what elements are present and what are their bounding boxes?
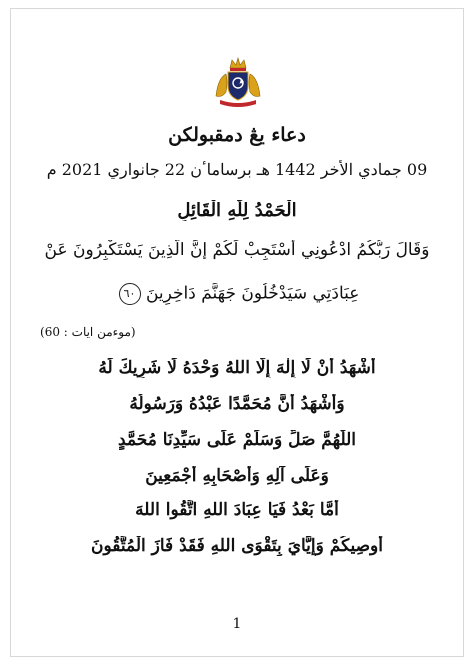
ayah-number-marker: ٦٠ <box>119 283 141 305</box>
verse-reference: (موءمن ايات : 60) <box>40 325 136 339</box>
khutbah-line: أَشْهَدُ أَنْ لَا إِلٰهَ إِلَّا اللهُ وَحْدَهُ لَا شَرِيكَ لَهُ <box>98 358 376 378</box>
khutbah-line: وَأَشْهَدُ أَنَّ مُحَمَّدًا عَبْدُهُ وَرَسُولُهُ <box>129 394 345 414</box>
khutbah-line: أَمَّا بَعْدُ فَيَا عِبَادَ اللهِ اتَّقُوا اللهَ <box>135 500 339 520</box>
ayah-line-2-text: عِبَادَتِي سَيَدْخُلُونَ جَهَنَّمَ دَاخِرِينَ <box>145 283 360 304</box>
document-title: دعاء يڠ دمقبولكن <box>168 124 306 146</box>
khutbah-line: اللّٰهُمَّ صَلِّ وَسَلِّمْ عَلَى سَيِّدِنَا مُحَمَّدٍ <box>118 430 356 450</box>
page-number: 1 <box>232 616 242 632</box>
johor-state-crest-icon <box>212 56 264 108</box>
date-line: 09 جمادي الأخر 1442 هـ برساماٴن 22 جانواري 2021 م <box>46 160 428 179</box>
khutbah-line: أُوصِيكُمْ وَإِيَّايَ بِتَقْوَى اللهِ فَقَدْ فَازَ الْمُتَّقُونَ <box>91 536 383 556</box>
khutbah-line: وَعَلَى آلِهِ وَأَصْحَابِهِ أَجْمَعِينَ <box>145 466 329 486</box>
ayah-line-2 <box>20 283 454 305</box>
ayah-line-1: وَقَالَ رَبُّكُمُ ادْعُونِي أَسْتَجِبْ لَكُمْ إِنَّ الَّذِينَ يَسْتَكْبِرُونَ عَنْ <box>44 240 430 260</box>
verse-heading: الْحَمْدُ لِلّٰهِ الْقَائِلِ <box>177 200 297 221</box>
